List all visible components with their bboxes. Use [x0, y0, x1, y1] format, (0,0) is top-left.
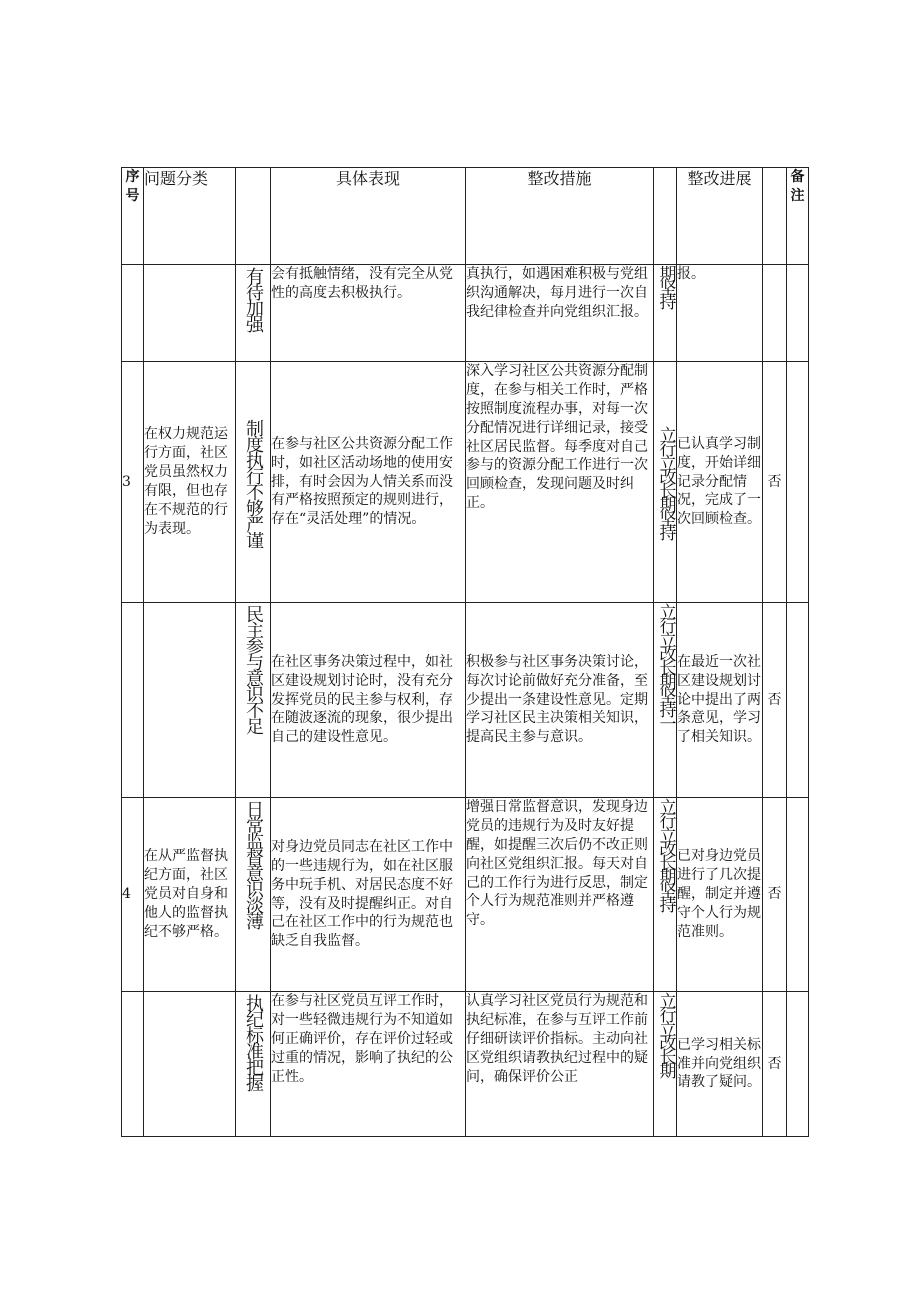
progress-cell: 在最近一次社区建设规划讨论中提出了两条意见，学习了相关知识。 — [677, 603, 763, 798]
category-cell: 在权力规范运行方面，社区党员虽然权力有限，但也存在不规范的行为表现。 — [144, 362, 236, 603]
measure-cell: 积极参与社区事务决策讨论，每次讨论前做好充分准备，至少提出一条建设性意见。定期学习社区民主决策相关知识，提高民主参与意识。 — [466, 603, 654, 798]
sub-cell: 日常监督意识淡薄 — [236, 798, 271, 992]
detail-cell: 在社区事务决策过程中，如社区建设规划讨论时，没有充分发挥党员的民主参与权利，存在随波逐流的现象，很少提出自己的建设性意见。 — [271, 603, 466, 798]
header-measure: 整改措施 — [466, 168, 654, 265]
sub-cell: 制度执行不够严谨 — [236, 362, 271, 603]
category-cell — [144, 603, 236, 798]
rectification-table — [121, 167, 809, 1137]
note-cell — [787, 992, 809, 1137]
table-row — [122, 603, 809, 798]
header-sub — [236, 168, 271, 265]
header-progress: 整改进展 — [677, 168, 763, 265]
header-seq: 序号 — [122, 168, 144, 265]
note-cell — [787, 603, 809, 798]
period-cell: 立行立改长期坚持 — [654, 798, 677, 992]
sub-cell: 民主参与意识不足 — [236, 603, 271, 798]
category-cell: 在从严监督执纪方面，社区党员对自身和他人的监督执纪不够严格。 — [144, 798, 236, 992]
header-period — [654, 168, 677, 265]
table-row — [122, 992, 809, 1137]
period-cell: 立行立改长期坚持 — [654, 362, 677, 603]
detail-cell: 对身边党员同志在社区工作中的一些违规行为，如在社区服务中玩手机、对居民态度不好等，没有及时提醒纠正。对自己在社区工作中的行为规范也缺乏自我监督。 — [271, 798, 466, 992]
note-cell — [787, 362, 809, 603]
header-category: 问题分类 — [144, 168, 236, 265]
measure-cell: 认真学习社区党员行为规范和执纪标准，在参与互评工作前仔细研读评价指标。主动向社区党组织请教执纪过程中的疑问，确保评价公正 — [466, 992, 654, 1137]
done-cell: 否 — [763, 992, 787, 1137]
measure-cell: 增强日常监督意识，发现身边党员的违规行为及时友好提醒，如提醒三次后仍不改正则向社区党组织汇报。每天对自己的工作行为进行反思，制定个人行为规范准则并严格遵守。 — [466, 798, 654, 992]
table-row — [122, 265, 809, 362]
seq-cell — [122, 265, 144, 362]
period-cell: 期坚持 — [654, 265, 677, 362]
detail-cell: 在参与社区党员互评工作时，对一些轻微违规行为不知道如何正确评价，存在评价过轻或过重的情况，影响了执纪的公正性。 — [271, 992, 466, 1137]
note-cell — [787, 798, 809, 992]
note-cell — [787, 265, 809, 362]
period-cell: 立行立改长期坚持一 — [654, 603, 677, 798]
done-cell: 否 — [763, 798, 787, 992]
header-done — [763, 168, 787, 265]
measure-cell: 深入学习社区公共资源分配制度，在参与相关工作时，严格按照制度流程办事，对每一次分配情况进行详细记录，接受社区居民监督。每季度对自己参与的资源分配工作进行一次回顾检查，发现问题及时纠正。 — [466, 362, 654, 603]
detail-cell: 在参与社区公共资源分配工作时，如社区活动场地的使用安排，有时会因为人情关系而没有严格按照预定的规则进行，存在“灵活处理”的情况。 — [271, 362, 466, 603]
header-detail: 具体表现 — [271, 168, 466, 265]
sub-cell: 有待加强 — [236, 265, 271, 362]
sub-cell: 执纪标准把握 — [236, 992, 271, 1137]
seq-cell — [122, 992, 144, 1137]
table-row — [122, 798, 809, 992]
done-cell: 否 — [763, 603, 787, 798]
detail-cell: 会有抵触情绪，没有完全从党性的高度去积极执行。 — [271, 265, 466, 362]
header-note: 备注 — [787, 168, 809, 265]
seq-cell: 3 — [122, 362, 144, 603]
progress-cell: 已学习相关标准并向党组织请教了疑问。 — [677, 992, 763, 1137]
done-cell — [763, 265, 787, 362]
measure-cell: 真执行，如遇困难积极与党组织沟通解决，每月进行一次自我纪律检查并向党组织汇报。 — [466, 265, 654, 362]
progress-cell: 已认真学习制度，开始详细记录分配情况，完成了一次回顾检查。 — [677, 362, 763, 603]
done-cell: 否 — [763, 362, 787, 603]
header-row — [122, 168, 809, 265]
progress-cell: 报。 — [677, 265, 763, 362]
category-cell — [144, 265, 236, 362]
progress-cell: 已对身边党员进行了几次提醒，制定并遵守个人行为规范准则。 — [677, 798, 763, 992]
seq-cell: 4 — [122, 798, 144, 992]
seq-cell — [122, 603, 144, 798]
category-cell — [144, 992, 236, 1137]
table-row — [122, 362, 809, 603]
period-cell: 立行立改长期 — [654, 992, 677, 1137]
